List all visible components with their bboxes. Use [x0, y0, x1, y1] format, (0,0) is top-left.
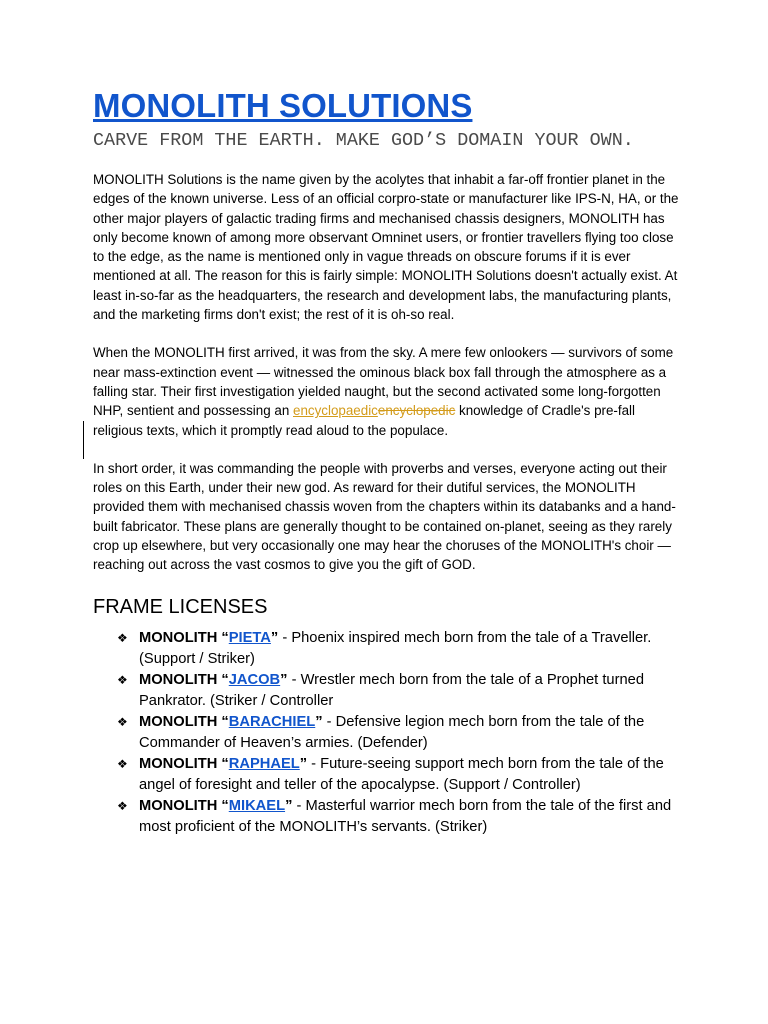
- license-suffix: ”: [285, 797, 293, 814]
- list-item: [93, 628, 683, 670]
- document-subtitle: CARVE FROM THE EARTH. MAKE GOD’S DOMAIN YOUR OWN.: [93, 130, 634, 151]
- license-link-mikael[interactable]: MIKAEL: [228, 797, 286, 814]
- license-prefix: MONOLITH “: [139, 671, 229, 688]
- document-page: [93, 86, 683, 838]
- paragraph-intro: MONOLITH Solutions is the name given by the acolytes that inhabit a far-off frontier planet in the edges of the known universe. Less of an official corpro-state or manufacturer like IPS-N, HA, or the other major players of galactic trading firms and mechanised chassis designers, MONOLITH has only become known of among more observant Omninet users, or frontier travellers flying too close to the edge, as the name is mentioned only in vague threads on obscure forums if it is ever mentioned at all. The reason for this is fairly simple: MONOLITH Solutions doesn't actually exist. At least in-so-far as the headquarters, the research and development labs, the manufacturing plants, and the marketing firms don't exist; the rest of it is oh-so real.: [93, 172, 679, 323]
- license-link-pieta[interactable]: PIETA: [228, 629, 271, 646]
- license-prefix: MONOLITH “: [139, 797, 229, 814]
- bullet-diamond-icon: ❖: [117, 672, 128, 687]
- licenses-list: [93, 628, 683, 838]
- license-description: - Wrestler mech born from the tale of a Prophet turned Pankrator. (Striker / Controller: [139, 671, 644, 709]
- text-cursor: [83, 421, 84, 459]
- license-prefix: MONOLITH “: [139, 629, 229, 646]
- bullet-diamond-icon: ❖: [117, 756, 128, 771]
- license-description: - Future-seeing support mech born from the tale of the angel of foresight and teller of the apocalypse. (Support / Controller): [139, 755, 664, 793]
- license-suffix: ”: [299, 755, 308, 772]
- paragraph-arrival-text-a: When the MONOLITH first arrived, it was from the sky. A mere few onlookers — survivors of some near mass-extinction event — witnessed the ominous black box fall through the atmosphere as a falling star. Their first investigation yielded naught, but the second activated some long-forgotten NHP, sentient and possessing an: [93, 345, 674, 419]
- bullet-diamond-icon: ❖: [117, 630, 128, 645]
- licenses-heading: FRAME LICENSES: [93, 595, 268, 618]
- license-description: - Phoenix inspired mech born from the tale of a Traveller. (Support / Striker): [139, 629, 652, 667]
- list-item: [93, 796, 683, 838]
- license-link-barachiel[interactable]: BARACHIEL: [228, 713, 316, 730]
- bullet-diamond-icon: ❖: [117, 714, 128, 729]
- license-description: - Masterful warrior mech born from the tale of the first and most proficient of the MONOLITH’s servants. (Striker): [139, 797, 672, 835]
- list-item: [93, 754, 683, 796]
- list-item: [93, 712, 683, 754]
- list-item: [93, 670, 683, 712]
- license-prefix: MONOLITH “: [139, 713, 229, 730]
- document-title[interactable]: MONOLITH SOLUTIONS: [93, 87, 473, 124]
- license-suffix: ”: [315, 713, 323, 730]
- license-link-raphael[interactable]: RAPHAEL: [228, 755, 300, 772]
- suggested-deletion[interactable]: encyclopedic: [377, 403, 456, 419]
- license-link-jacob[interactable]: JACOB: [228, 671, 281, 688]
- paragraph-arrival: [93, 343, 683, 439]
- license-suffix: ”: [270, 629, 279, 646]
- paragraph-arrival-text-b: knowledge of Cradle's pre-fall religious texts, which it promptly read aloud to the populace.: [93, 403, 635, 438]
- license-suffix: ”: [280, 671, 288, 688]
- license-prefix: MONOLITH “: [139, 755, 229, 772]
- license-description: - Defensive legion mech born from the tale of the Commander of Heaven’s armies. (Defender): [139, 713, 645, 751]
- paragraph-commanding: In short order, it was commanding the people with proverbs and verses, everyone acting out their roles on this Earth, under their new god. As reward for their dutiful services, the MONOLITH provided them with mechanised chassis woven from the chapters within its databanks and a hand-built fabricator. These plans are generally thought to be contained on-planet, seeing as they rarely crop up elsewhere, but very occasionally one may hear the choruses of the MONOLITH's choir — reaching out across the vast cosmos to give you the gift of GOD.: [93, 460, 676, 573]
- bullet-diamond-icon: ❖: [117, 798, 128, 813]
- suggested-insertion[interactable]: encyclopaedic: [293, 403, 378, 419]
